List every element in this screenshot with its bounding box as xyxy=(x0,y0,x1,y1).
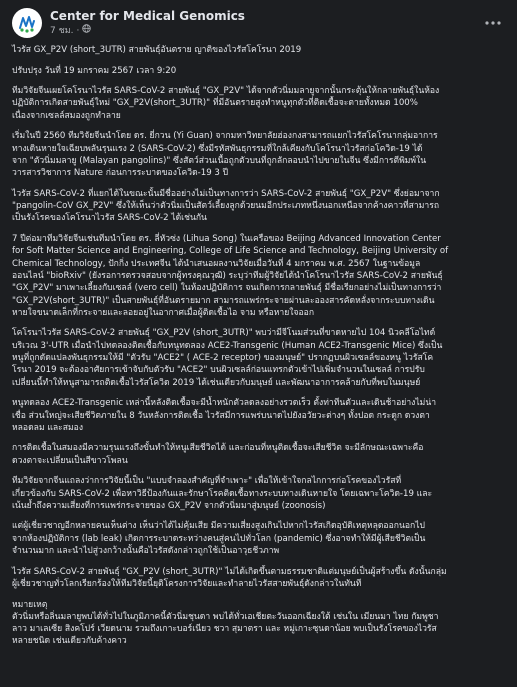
post-paragraph: เริ่มในปี 2560 ทีมวิจัยจีนนำโดย ดร. ยี่กวน (Yi Guan) จากมหาวิทยาลัยฮ่องกงสามารถแยกไวรัสโคโรนากลุ่มอาการ ทางเดินหายใจเฉียบพลันรุนแรง 2 (SARS-CoV-2) ซึ่งมีรหัสพันธุกรรมที่ใกล้เคียงกับโคโรนาไวรัสก่อโควิด-19 ได้ จาก "ตัวนิ่มมลายู (Malayan pangolins)" ซึ่งสัตว์ส่วนเนื้อถูกตัวบนที่ถูกลักลอบนำไปขายในจีน ซึ่งมีการตีพิมพ์ใน วารสารวิชาการ Nature ก่อนการระบาดของโควิด-19 3 ปี xyxy=(12,131,438,179)
cmg-logo-icon xyxy=(13,9,41,37)
note-paragraph: ตัวนิ่มหรือลิ่นมลายูพบได้ทั่วไปในภูมิภาคนี้ตัวนิ่มชุนดา พบได้ทั่วเอเชียตะวันออกเฉียงใต้ เช่นใน เมียนมา ไทย กัมพูชา ลาว มาเลเซีย สิงคโปร์ เวียดนาม รวมถึงเกาะบอร์เนียว ชวา สุมาตรา และ หมู่เกาะซุนดาน้อย พบเป็นรังโรคของไวรัส หลายชนิด เช่นเดียวกับค้างคาว xyxy=(12,611,439,647)
post-paragraph: แต่ผู้เชี่ยวชาญอีกหลายคนเห็นต่าง เห็นว่าได้ไม่คุ้มเสีย มีความเสี่ยงสูงเกินไปหากไวรัสเกิดอุบัติเหตุหลุดออกนอกไป จากห้องปฏิบัติการ (lab leak) เกิดการระบาดระหว่างคนสู่คนไปทั่วโลก (pandemic) ซึ่งอาจทำให้มีผู้เสียชีวิตเป็น จำนวนมาก และนำไปสู่วงกว้างนั้นคือไวรัสดังกล่าวถูกใช้เป็นอาวุธชีวภาพ xyxy=(12,521,426,557)
post-paragraph: ทีมวิจัยจีนเผยโคโรนาไวรัส SARS-CoV-2 สายพันธุ์ "GX_P2V" ได้จากตัวนิ่มมลายูจากนั้นกระตุ้นให้กลายพันธุ์ในห้อง ปฏิบัติการเกิดสายพันธุ์ใหม่ "GX_P2V(short_3UTR)" ที่มีอันตรายสูงทำหนูทุกตัวที่ติดเชื้อจะตายทั้งหมด 100% เนื่องจากเซลล์สมองถูกทำลาย xyxy=(12,86,440,121)
post-paragraph: ไวรัส SARS-CoV-2 สายพันธุ์ "GX_P2V (short_3UTR)" ไม่ได้เกิดขึ้นตามธรรมชาติแต่มนุษย์เป็นผู้สร้างขึ้น ดังนั้นกลุ่ม ผู้เชี่ยวชาญทั่วโลกเรียกร้องให้ทีมวิจัยนี้ยุติโครงการวิจัยและทำลายไวรัสสายพันธุ์ดังกล่าวในทันที xyxy=(12,566,447,589)
post-meta xyxy=(50,24,245,37)
post-paragraph: หนูทดลอง ACE2-Transgenic เหล่านี้หลังติดเชื้อจะมีน้ำหนักตัวลดลงอย่างรวดเร็ว ตั้งท่าทีนตัวและเดินช้าอย่างไม่น่า เชื่อ ส่วนใหญ่จะเสียชีวิตภายใน 8 วันหลังการติดเชื้อ ไวรัสมีการแพร่บนาดไปยังอวัยวะต่างๆ ทั้งปอด กระดูก ดวงตา หลอดลม และสมอง xyxy=(12,398,437,433)
header-text xyxy=(50,9,245,37)
note-heading: หมายเหตุ xyxy=(12,599,48,610)
post-content xyxy=(12,44,505,648)
post-paragraph: โคโรนาไวรัส SARS-CoV-2 สายพันธุ์ "GX_P2V (short_3UTR)" พบว่ามีจีโนมส่วนที่ขาดหายไป 104 นิวคลีโอไทด์ บริเวณ 3'-UTR เมื่อนำไปทดลองติดเชื้อกับหนูทดลอง ACE2-Transgenic (Human ACE2-Transgenic Mice) ซึ่งเป็น หนูที่ถูกดัดแปลงพันธุกรรมให้มี "ตัวรับ "ACE2" ( ACE-2 receptor) ของมนุษย์" ปรากฏบนผิวเซลล์ของหนู ไวรัสโค โรนา 2019 จะต้องอาศัยการเข้าจับกับตัวรับ "ACE2" บนผิวเซลล์ก่อนแทรกตัวเข้าไปเพิ่มจำนวนในเซลล์ การปรับ เปลี่ยนนี้ทำให้หนูสามารถติดเชื้อไวรัสโควิด 2019 ได้เช่นเดียวกับมนุษย์ และพัฒนาอาการคล้ายกับที่พบในมนุษย์ xyxy=(12,328,443,388)
post-timestamp[interactable]: 7 ชม. xyxy=(50,25,74,36)
post-title: ไวรัส GX_P2V (short_3UTR) สายพันธุ์อันตราย ญาติของไวรัสโคโรนา 2019 xyxy=(12,45,302,55)
more-options-icon[interactable] xyxy=(481,11,505,35)
globe-icon xyxy=(82,24,91,37)
page-name[interactable]: Center for Medical Genomics xyxy=(50,9,245,23)
post-paragraph: ทีมวิจัยจากจีนแถลงว่าการวิจัยนี้เป็น "แบบจำลองสำคัญที่จำเพาะ" เพื่อให้เข้าใจกลไกการก่อโรคของไวรัสที่ เกี่ยวข้องกับ SARS-CoV-2 เพื่อหาวิธีป้องกันและรักษาโรคติดเชื้อทางระบบทางเดินหายใจ โดยเฉพาะโควิด-19 และ เน้นย้ำถึงความเสี่ยงที่การแพร่กระจายของ GX_P2V จากตัวนิ่มมาสู่มนุษย์ (zoonosis) xyxy=(12,476,433,511)
separator-dot: · xyxy=(76,25,80,36)
post-updated: ปรับปรุง วันที่ 19 มกราคม 2567 เวลา 9:20 xyxy=(12,65,177,76)
post-header xyxy=(12,6,505,40)
post-paragraph: การติดเชื้อในสมองมีความรุนแรงถึงขั้นทำให้หนูเสียชีวิตได้ และก่อนที่หนูติดเชื้อจะเสียชีวิต จะมีลักษณะเฉพาะคือ ดวงตาจะเปลี่ยนเป็นสีขาวโพลน xyxy=(12,443,424,466)
post-paragraph: ไวรัส SARS-CoV-2 ที่แยกได้ในขณะนั้นมีชื่ออย่างไม่เป็นทางการว่า SARS-CoV-2 สายพันธุ์ "GX_P2V" ซึ่งย่อมาจาก "pangolin-CoV GX_P2V" ซึ่งให้เห็นว่าตัวนิ่มเป็นสัตว์เลี้ยงลูกด้วยนมอีกประเภทหนึ่งนอกเหนือจากค้างคาวที่สามารถ เป็นรังโรคของโคโรนาไวรัส SARS-CoV-2 ได้เช่นกัน xyxy=(12,188,440,224)
post-paragraph: 7 ปีต่อมาทีมวิจัยจีนเช่นทีมนำโดย ดร. ลี่หัวซ่ง (Lihua Song) ในเครือของ Beijing Advanced Innovation Center for Soft Matter Science and Engineering, College of Life Science and Technology, Beijing University of Chemical Technology, ปักกิ่ง ประเทศจีน ได้นำเสนอผลงานวิจัยเมื่อวันที่ 4 มกราคม พ.ศ. 2567 ในฐานข้อมูล ออนไลน์ "bioRxiv" (ยังรอการตรวจสอบจากผู้ทรงคุณวุฒิ) ระบุว่าทีมผู้วิจัยได้นำโคโรนาไวรัส SARS-CoV-2 สายพันธุ์ "GX_P2V" มาเพาะเลี้ยงกับเซลล์ (vero cell) ในห้องปฏิบัติการ จนเกิดการกลายพันธุ์ มีชื่อเรียกอย่างไม่เป็นทางการว่า "GX_P2V(short_3UTR)" เป็นสายพันธุ์ที่อันตรายมาก สามารถแพร่กระจายผ่านละอองสารคัดหลั่งจากระบบทางเดิน หายใจขนาดเล็กที่กระจายและลอยอยู่ในอากาศเมื่อผู้ติดเชื้อไอ จาม หรือหายใจออก xyxy=(12,234,449,318)
avatar[interactable] xyxy=(12,8,42,38)
